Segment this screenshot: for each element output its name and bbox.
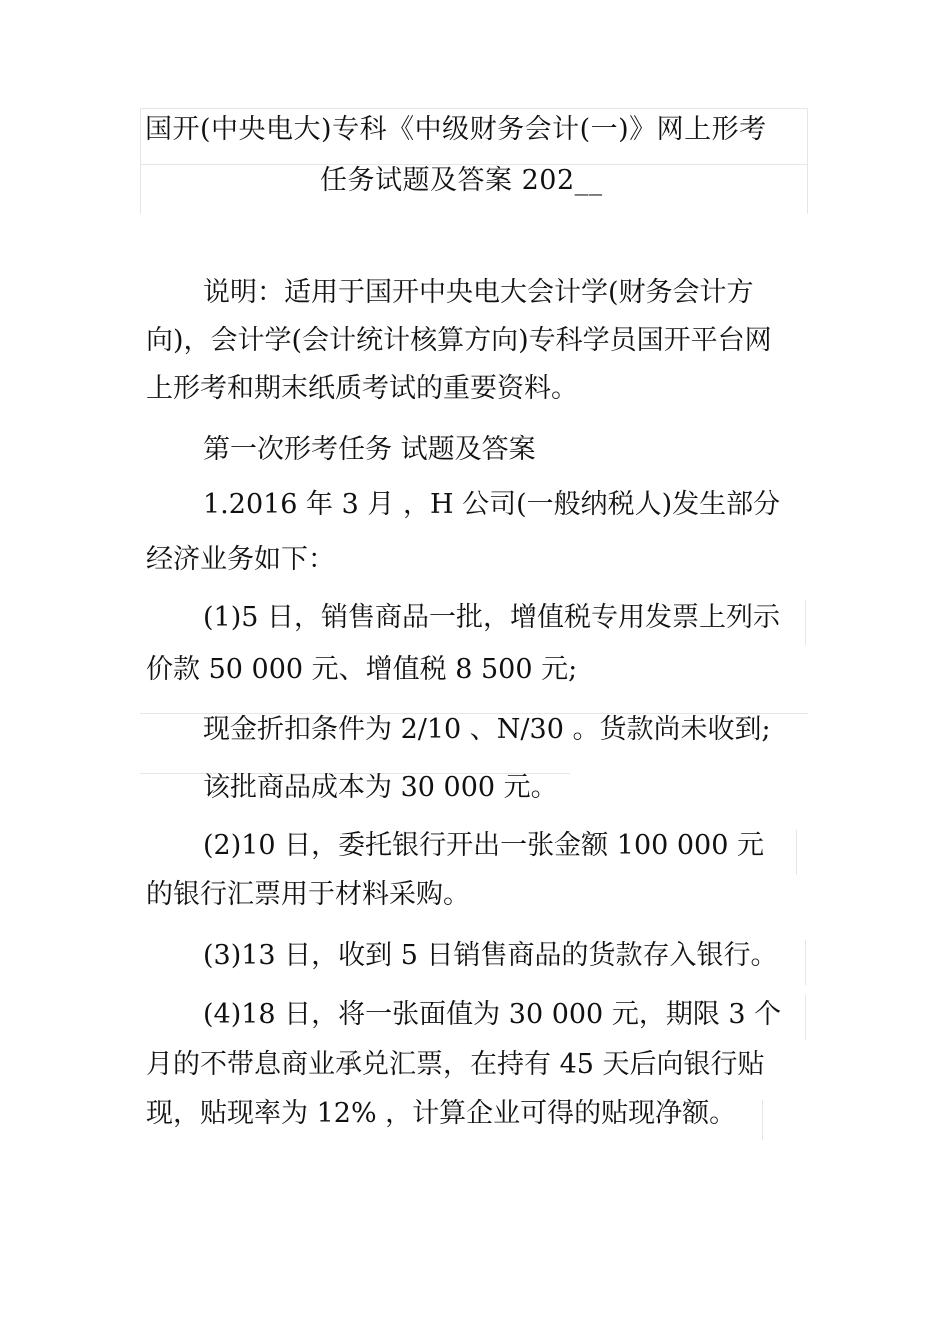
document-title-line-2: 任务试题及答案 202__ xyxy=(320,165,603,196)
paragraph-line: (4)18 日，将一张面值为 30 000 元，期限 3 个 xyxy=(203,999,782,1030)
rule-line xyxy=(140,108,808,109)
rule-line xyxy=(140,108,141,164)
rule-line xyxy=(807,164,808,214)
document-title-line-1: 国开(中央电大)专科《中级财务会计(一)》网上形考 xyxy=(145,114,767,145)
rule-line xyxy=(762,1100,763,1140)
paragraph-line: 月的不带息商业承兑汇票，在持有 45 天后向银行贴 xyxy=(146,1049,765,1080)
paragraph-line: 现，贴现率为 12% ，计算企业可得的贴现净额。 xyxy=(146,1098,737,1129)
rule-line xyxy=(807,108,808,164)
paragraph-line: (1)5 日，销售商品一批，增值税专用发票上列示 xyxy=(203,602,781,633)
paragraph-line: 的银行汇票用于材料采购。 xyxy=(146,879,470,910)
paragraph-line: 该批商品成本为 30 000 元。 xyxy=(203,772,558,803)
paragraph-line: 经济业务如下： xyxy=(146,544,335,575)
paragraph-line: 上形考和期末纸质考试的重要资料。 xyxy=(146,373,578,404)
paragraph-line: 向)，会计学(会计统计核算方向)专科学员国开平台网 xyxy=(146,325,772,356)
paragraph-line: 1.2016 年 3 月 ，H 公司(一般纳税人)发生部分 xyxy=(203,489,781,520)
rule-line xyxy=(796,830,797,875)
paragraph-line: (3)13 日，收到 5 日销售商品的货款存入银行。 xyxy=(203,940,778,971)
paragraph-line: 价款 50 000 元、增值税 8 500 元; xyxy=(146,654,578,685)
paragraph-line: (2)10 日，委托银行开出一张金额 100 000 元 xyxy=(203,830,765,861)
section-heading: 第一次形考任务 试题及答案 xyxy=(203,434,536,465)
rule-line xyxy=(805,995,806,1040)
paragraph-line: 现金折扣条件为 2/10 、N/30 。货款尚未收到; xyxy=(203,714,771,745)
paragraph-line: 说明：适用于国开中央电大会计学(财务会计方 xyxy=(203,277,754,308)
rule-line xyxy=(805,940,806,985)
rule-line xyxy=(140,164,141,214)
rule-line xyxy=(805,600,806,645)
